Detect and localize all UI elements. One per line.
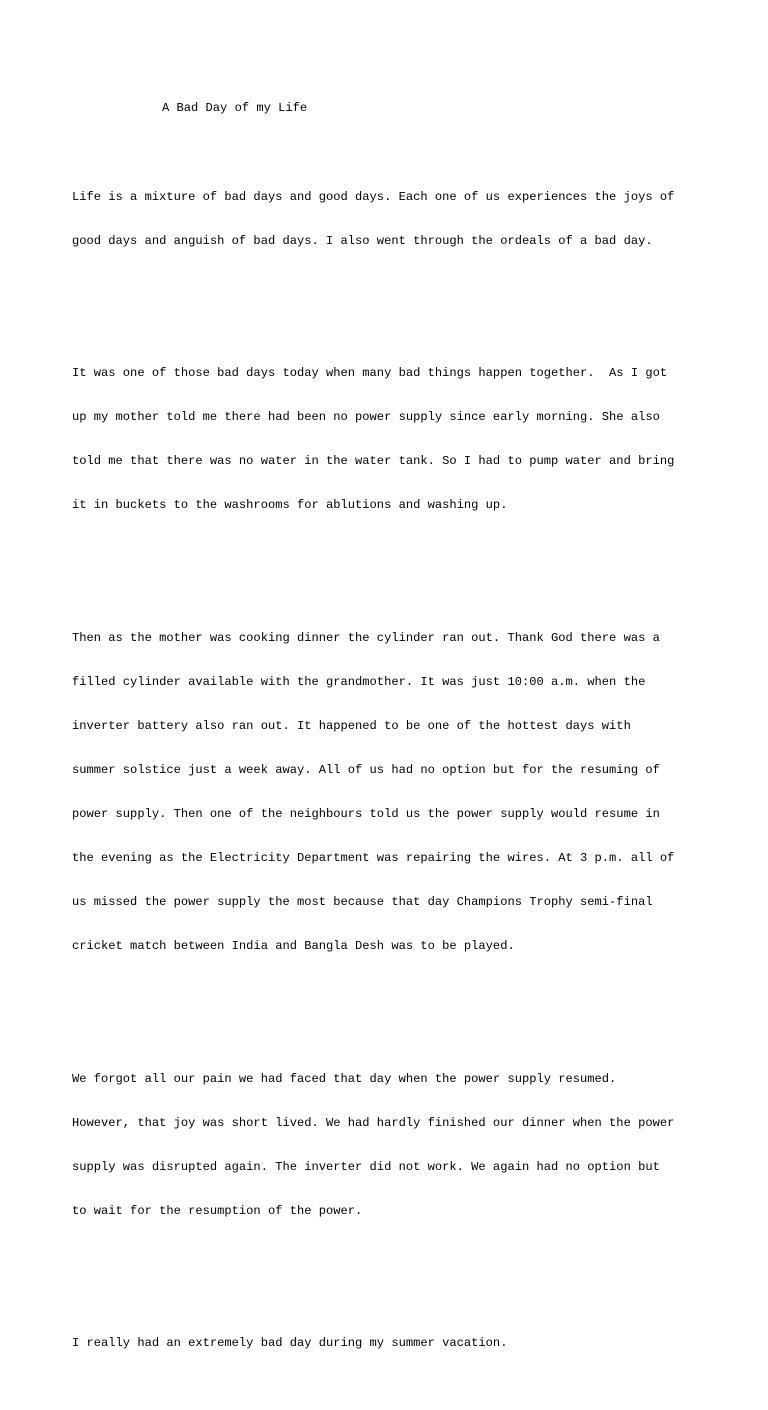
- paragraph-line: I really had an extremely bad day during my summer vacation.: [72, 1336, 508, 1351]
- paragraph-line: inverter battery also ran out. It happened to be one of the hottest days with: [72, 718, 631, 733]
- paragraph-conclusion: [72, 1307, 732, 1381]
- paragraph-line: cricket match between India and Bangla Desh was to be played.: [72, 939, 515, 954]
- paragraph-line: supply was disrupted again. The inverter did not work. We again had no option but: [72, 1159, 660, 1174]
- paragraph-line: It was one of those bad days today when many bad things happen together. As I got: [72, 366, 668, 381]
- paragraph-line: told me that there was no water in the water tank. So I had to pump water and bring: [72, 454, 675, 469]
- paragraph-line: summer solstice just a week away. All of us had no option but for the resuming of: [72, 763, 660, 778]
- paragraph-line: We forgot all our pain we had faced that day when the power supply resumed.: [72, 1071, 617, 1086]
- paragraph-line: filled cylinder available with the grandmother. It was just 10:00 a.m. when the: [72, 674, 646, 689]
- document-page: [72, 72, 732, 1410]
- paragraph-morning: [72, 337, 732, 543]
- paragraph-line: power supply. Then one of the neighbours told us the power supply would resume in: [72, 807, 660, 822]
- paragraph-day: [72, 601, 732, 983]
- paragraph-line: Life is a mixture of bad days and good days. Each one of us experiences the joys of: [72, 189, 675, 204]
- paragraph-line: to wait for the resumption of the power.: [72, 1204, 363, 1219]
- paragraph-line: up my mother told me there had been no power supply since early morning. She also: [72, 410, 660, 425]
- paragraph-line: good days and anguish of bad days. I also went through the ordeals of a bad day.: [72, 233, 653, 248]
- paragraph-line: us missed the power supply the most because that day Champions Trophy semi-final: [72, 895, 653, 910]
- paragraph-line: However, that joy was short lived. We had hardly finished our dinner when the power: [72, 1115, 675, 1130]
- paragraph-evening: [72, 1042, 732, 1248]
- paragraph-intro: [72, 160, 732, 278]
- paragraph-line: Then as the mother was cooking dinner the cylinder ran out. Thank God there was a: [72, 630, 660, 645]
- document-title: A Bad Day of my Life: [162, 101, 308, 116]
- paragraph-line: the evening as the Electricity Department was repairing the wires. At 3 p.m. all of: [72, 851, 675, 866]
- paragraph-line: it in buckets to the washrooms for ablutions and washing up.: [72, 498, 508, 513]
